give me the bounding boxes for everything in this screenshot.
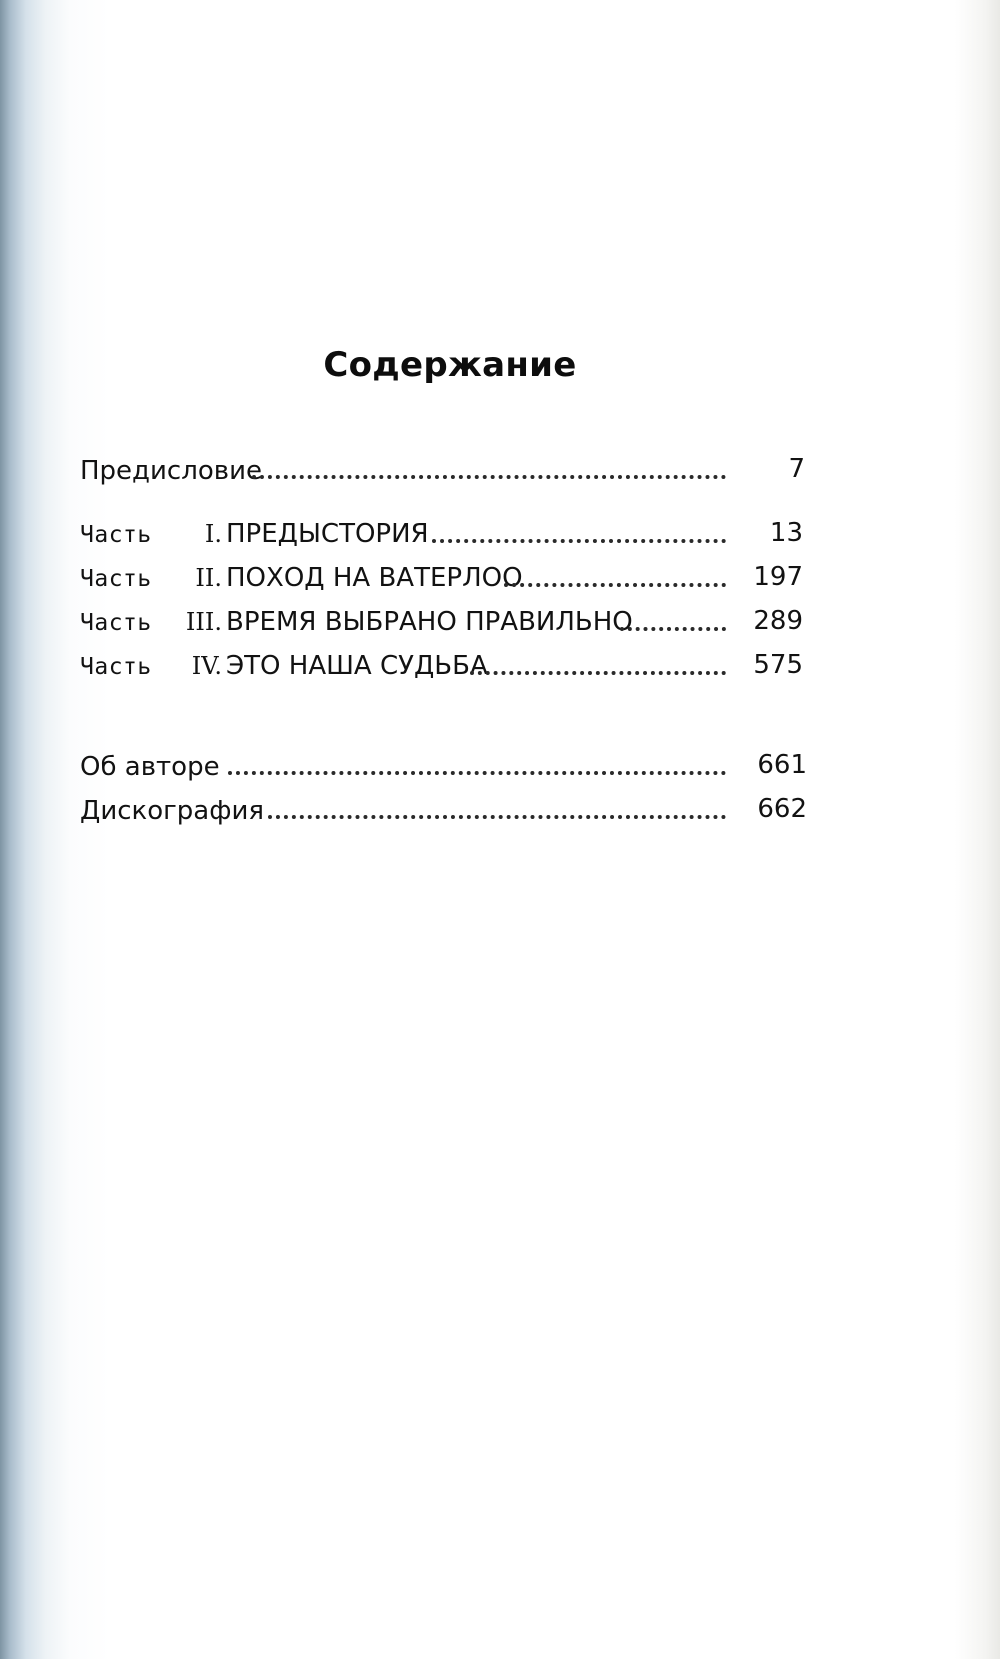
toc-entry-preface — [80, 446, 845, 490]
dot-leader — [504, 583, 726, 587]
toc-entry-label: ЭТО НАША СУДЬБА — [226, 651, 488, 681]
toc-entry-page: 289 — [753, 606, 803, 636]
toc-entry-part-4 — [80, 642, 845, 686]
part-numeral: III. — [185, 608, 222, 636]
toc-entry-part-1 — [80, 510, 845, 554]
dot-leader — [470, 671, 726, 675]
part-prefix: Часть — [80, 654, 152, 680]
toc-entry-part-2 — [80, 554, 845, 598]
toc-entry-about — [80, 742, 845, 786]
toc-entry-page: 661 — [757, 750, 807, 780]
toc-entry-label: Предисловие — [80, 456, 262, 486]
part-numeral: II. — [195, 564, 222, 592]
part-prefix: Часть — [80, 566, 152, 592]
page-title: Содержание — [323, 345, 577, 385]
toc-entry-page: 575 — [753, 650, 803, 680]
toc-entry-part-3 — [80, 598, 845, 642]
toc-group-front — [80, 446, 845, 490]
part-numeral: IV. — [191, 652, 222, 680]
toc-entry-label: ВРЕМЯ ВЫБРАНО ПРАВИЛЬНО — [226, 607, 633, 637]
toc-entry-page: 662 — [757, 794, 807, 824]
toc-entry-page: 197 — [753, 562, 803, 592]
toc-entry-page: 7 — [788, 454, 805, 484]
toc-entry-page: 13 — [769, 518, 803, 548]
dot-leader — [268, 815, 726, 819]
toc-entry-label: Дискография — [80, 796, 264, 826]
dot-leader — [252, 475, 726, 479]
toc-group-parts — [80, 510, 845, 686]
toc-entry-discography — [80, 786, 845, 830]
toc-entry-label: ПОХОД НА ВАТЕРЛОО — [226, 563, 523, 593]
dot-leader — [228, 771, 726, 775]
part-prefix: Часть — [80, 610, 152, 636]
dot-leader — [432, 539, 726, 543]
toc-entry-label: Об авторе — [80, 752, 220, 782]
dot-leader — [620, 627, 726, 631]
toc-entry-label: ПРЕДЫСТОРИЯ — [226, 519, 429, 549]
part-numeral: I. — [204, 520, 222, 548]
toc-group-back — [80, 742, 845, 830]
part-prefix: Часть — [80, 522, 152, 548]
